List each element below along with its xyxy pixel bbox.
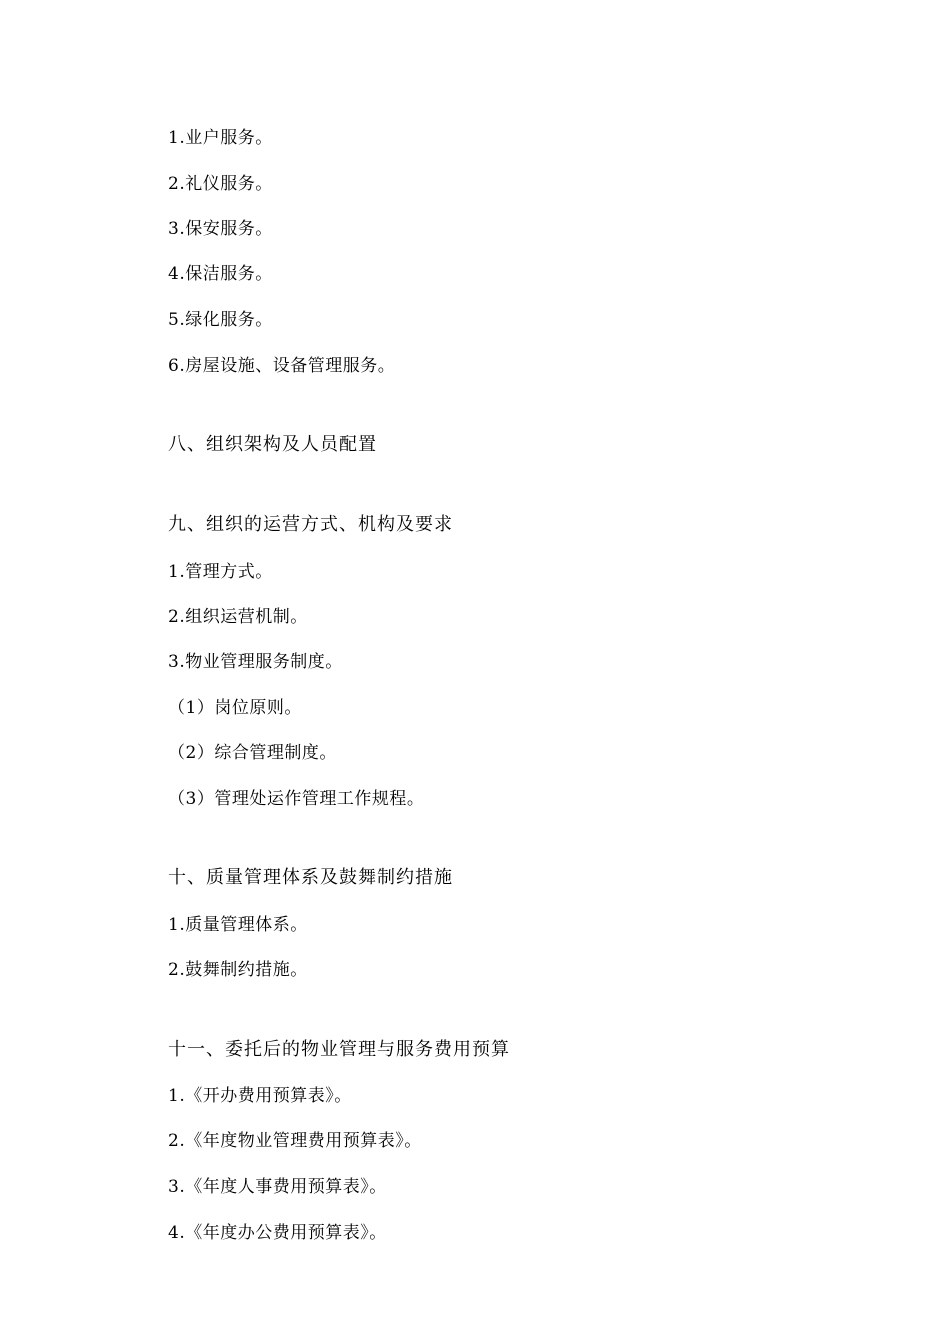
list-item: 4.保洁服务。 (168, 264, 273, 284)
list-item: 1.质量管理体系。 (168, 915, 308, 935)
list-item: 4.《年度办公费用预算表》。 (168, 1223, 387, 1243)
sub-list-item: （2）综合管理制度。 (168, 743, 337, 763)
list-item: 3.《年度人事费用预算表》。 (168, 1177, 387, 1197)
section-heading-10: 十、质量管理体系及鼓舞制约措施 (168, 867, 453, 888)
section-heading-11: 十一、委托后的物业管理与服务费用预算 (168, 1039, 510, 1060)
list-item: 2.鼓舞制约措施。 (168, 960, 308, 980)
section-heading-8: 八、组织架构及人员配置 (168, 434, 377, 455)
list-item: 2.《年度物业管理费用预算表》。 (168, 1131, 422, 1151)
list-item: 1.业户服务。 (168, 128, 273, 148)
sub-list-item: （3）管理处运作管理工作规程。 (168, 789, 425, 809)
list-item: 2.组织运营机制。 (168, 607, 308, 627)
list-item: 5.绿化服务。 (168, 310, 273, 330)
list-item: 6.房屋设施、设备管理服务。 (168, 356, 396, 376)
section-heading-9: 九、组织的运营方式、机构及要求 (168, 514, 453, 535)
list-item: 1.管理方式。 (168, 562, 273, 582)
list-item: 1.《开办费用预算表》。 (168, 1086, 352, 1106)
sub-list-item: （1）岗位原则。 (168, 698, 302, 718)
list-item: 3.物业管理服务制度。 (168, 652, 343, 672)
list-item: 2.礼仪服务。 (168, 174, 273, 194)
list-item: 3.保安服务。 (168, 219, 273, 239)
